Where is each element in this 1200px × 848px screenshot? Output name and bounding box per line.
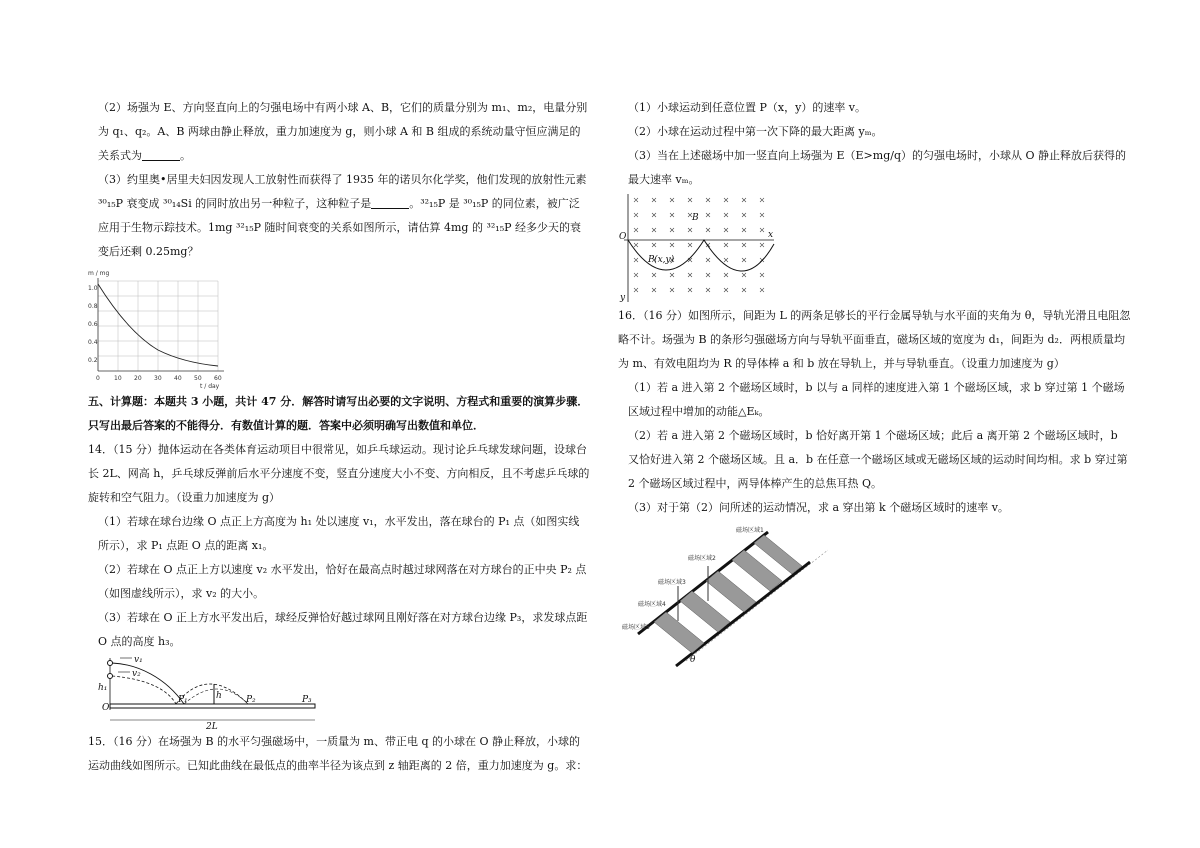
field-cross xyxy=(706,198,710,202)
answer-blank xyxy=(371,195,409,209)
field-cross xyxy=(760,198,764,202)
field-cross xyxy=(670,273,674,277)
problem-15-part-2: （2）小球在运动过程中第一次下降的最大距离 yₘ。 xyxy=(628,125,883,138)
field-cross xyxy=(742,198,746,202)
field-cross xyxy=(652,273,656,277)
left-column xyxy=(88,96,590,778)
field-cross xyxy=(706,258,710,262)
answer-blank xyxy=(142,147,180,161)
problem-14-part-1: （1）若球在球台边缘 O 点正上方高度为 h₁ 处以速度 v₁，水平发出，落在球台的 P₁ 点（如图实线所示），求 P₁ 点距 O 点的距离 x₁。 xyxy=(98,515,580,552)
field-cross xyxy=(742,228,746,232)
table-label-v1: v₁ xyxy=(134,655,143,665)
decay-y-label: m / mg xyxy=(88,270,110,277)
field-cross xyxy=(724,213,728,217)
field-cross xyxy=(688,273,692,277)
field-cross xyxy=(724,273,728,277)
section-5-heading: 五、计算题：本题共 3 小题，共计 47 分．解答时请写出必要的文字说明、方程式和重要的演算步骤．只写出最后答案的不能得分．有数值计算的题．答案中必须明确写出数值和单位． xyxy=(88,395,589,432)
decay-y-tick: 0.6 xyxy=(88,321,98,328)
decay-graph xyxy=(88,266,590,390)
question-13-part-3: （3）约里奥•居里夫妇因发现人工放射性而获得了 1935 年的诺贝尔化学奖，他们发现的放射性元素 ³⁰₁₅P 衰变成 ³⁰₁₄Si 的同时放出另一种粒子，这种粒子是 。³²₁₅P 是 ³⁰₁₅P 的同位素，被广泛应用于生物示踪技术。1mg ³²₁₅P 随时间衰变的关系如图所示，请估算 4mg 的 ³²₁₅P 经多少天的衰变后还剩 0.25mg？ xyxy=(98,173,587,258)
table-label-p2: P₂ xyxy=(246,695,256,705)
decay-x-tick: 30 xyxy=(154,375,162,382)
table-label-o: O xyxy=(102,703,110,713)
field-cross xyxy=(652,198,656,202)
rail-zone-label: 磁场区域1 xyxy=(736,527,764,534)
field-label-x: x xyxy=(768,230,774,240)
inclined-rails-figure xyxy=(618,526,1132,676)
field-cross xyxy=(760,273,764,277)
problem-14-part-3: （3）若球在 O 正上方水平发出后，球经反弹恰好越过球网且刚好落在对方球台边缘 P₃，求发球点距 O 点的高度 h₃。 xyxy=(98,611,588,648)
field-cross xyxy=(652,288,656,292)
field-cross xyxy=(688,198,692,202)
decay-y-tick: 1.0 xyxy=(88,285,98,292)
question-13-part-2: （2）场强为 E、方向竖直向上的匀强电场中有两小球 A、B，它们的质量分别为 m₁、m₂，电量分别为 q₁、q₂。A、B 两球由静止释放，重力加速度为 g，则小球 A 和 B 组成的系统动量守恒应满足的关系式为 。 xyxy=(98,101,588,162)
decay-x-tick: 20 xyxy=(134,375,142,382)
field-cross xyxy=(742,243,746,247)
decay-x-tick: 0 xyxy=(96,375,100,382)
field-cross xyxy=(634,198,638,202)
field-cross xyxy=(706,288,710,292)
decay-y-tick: 0.2 xyxy=(88,357,98,364)
table-label-h: h xyxy=(216,691,222,701)
field-cross xyxy=(688,288,692,292)
field-cross xyxy=(742,213,746,217)
table-tennis-figure xyxy=(88,654,590,730)
field-cross xyxy=(670,288,674,292)
field-label-y: y xyxy=(620,293,626,303)
rail-zone-label: 磁场区域4 xyxy=(638,601,666,608)
table-label-p3: P₃ xyxy=(302,695,312,705)
problem-16-part-1: （1）若 a 进入第 2 个磁场区域时，b 以与 a 同样的速度进入第 1 个磁场区域，求 b 穿过第 1 个磁场区域过程中增加的动能△Eₖ。 xyxy=(628,381,1125,418)
field-cross xyxy=(688,243,692,247)
rail-zone-label: 磁场区域5 xyxy=(622,624,650,631)
problem-14-part-2: （2）若球在 O 点正上方以速度 v₂ 水平发出，恰好在最高点时越过球网落在对方球台的正中央 P₂ 点（如图虚线所示），求 v₂ 的大小。 xyxy=(98,563,587,600)
rail-zone-label: 磁场区域2 xyxy=(688,555,716,562)
field-cross xyxy=(670,213,674,217)
field-cross xyxy=(688,228,692,232)
field-cross xyxy=(706,273,710,277)
field-cross xyxy=(724,288,728,292)
problem-16: 16．（16 分）如图所示，间距为 L 的两条足够长的平行金属导轨与水平面的夹角为 θ，导轨光滑且电阻忽略不计。场强为 B 的条形匀强磁场方向与导轨平面垂直，磁场区域的宽度为 d₁，间距为 d₂．两根质量均为 m、有效电阻均为 R 的导体棒 a 和 b 放在导轨上，并与导轨垂直。（设重力加速度为 g） xyxy=(618,309,1131,370)
table-label-length: 2L xyxy=(206,722,218,730)
rail-zone-label: 磁场区域3 xyxy=(658,579,686,586)
table-label-h1: h₁ xyxy=(98,683,108,693)
field-cross xyxy=(706,228,710,232)
field-cross xyxy=(634,273,638,277)
field-cross xyxy=(724,258,728,262)
field-cross xyxy=(724,243,728,247)
decay-x-label: t / day xyxy=(200,383,220,390)
decay-x-tick: 40 xyxy=(174,375,182,382)
field-cross xyxy=(724,198,728,202)
field-cross xyxy=(742,288,746,292)
field-cross xyxy=(760,228,764,232)
field-label-p: P(x,y) xyxy=(648,255,675,265)
problem-15-part-3: （3）当在上述磁场中加一竖直向上场强为 E（E>mg/q）的匀强电场时，小球从 O 静止释放后获得的最大速率 vₘ。 xyxy=(628,149,1126,186)
problem-14: 14．（15 分）抛体运动在各类体育运动项目中很常见，如乒乓球运动。现讨论乒乓球发球问题，设球台长 2L、网高 h，乒乓球反弹前后水平分速度不变，竖直分速度大小不变、方向相反，且不考虑乒乓球的旋转和空气阻力。（设重力加速度为 g） xyxy=(88,443,590,504)
field-cross xyxy=(742,258,746,262)
field-cross xyxy=(634,288,638,292)
field-cross xyxy=(634,213,638,217)
decay-x-tick: 10 xyxy=(114,375,122,382)
problem-15: 15．（16 分）在场强为 B 的水平匀强磁场中，一质量为 m、带正电 q 的小球在 O 静止释放，小球的运动曲线如图所示。已知此曲线在最低点的曲率半径为该点到 z 轴距离的 2 倍，重力加速度为 g。求： xyxy=(88,735,588,772)
field-cross xyxy=(706,213,710,217)
field-cross xyxy=(634,258,638,262)
magnetic-field-figure xyxy=(618,192,1132,304)
field-cross xyxy=(670,198,674,202)
problem-16-part-2: （2）若 a 进入第 2 个磁场区域时，b 恰好离开第 1 个磁场区域；此后 a 离开第 2 个磁场区域时，b 又恰好进入第 2 个磁场区域。且 a．b 在任意一个磁场区域或无磁场区域的运动时间均相。求 b 穿过第 2 个磁场区域过程中，两导体棒产生的总焦耳热 Q。 xyxy=(628,429,1128,490)
field-cross xyxy=(670,243,674,247)
field-cross xyxy=(760,243,764,247)
problem-16-part-3: （3）对于第（2）问所述的运动情况，求 a 穿出第 k 个磁场区域时的速率 v。 xyxy=(628,501,1009,514)
decay-y-tick: 0.8 xyxy=(88,303,98,310)
field-label-b: B xyxy=(692,213,699,223)
field-cross xyxy=(652,243,656,247)
rail-angle-label: θ xyxy=(690,655,696,665)
decay-x-tick: 50 xyxy=(194,375,202,382)
field-cross xyxy=(742,273,746,277)
field-cross xyxy=(652,213,656,217)
field-cross xyxy=(634,228,638,232)
decay-y-tick: 0.4 xyxy=(88,339,98,346)
field-cross xyxy=(760,213,764,217)
field-label-o: O xyxy=(619,232,627,242)
field-cross xyxy=(760,288,764,292)
table-label-v2: v₂ xyxy=(132,669,141,679)
field-cross xyxy=(634,243,638,247)
field-cross xyxy=(670,228,674,232)
problem-15-part-1: （1）小球运动到任意位置 P（x，y）的速率 v。 xyxy=(628,101,867,114)
field-cross xyxy=(724,228,728,232)
decay-x-tick: 60 xyxy=(214,375,222,382)
right-column xyxy=(618,96,1132,676)
table-label-p1: P₁ xyxy=(178,695,188,705)
field-cross xyxy=(652,228,656,232)
